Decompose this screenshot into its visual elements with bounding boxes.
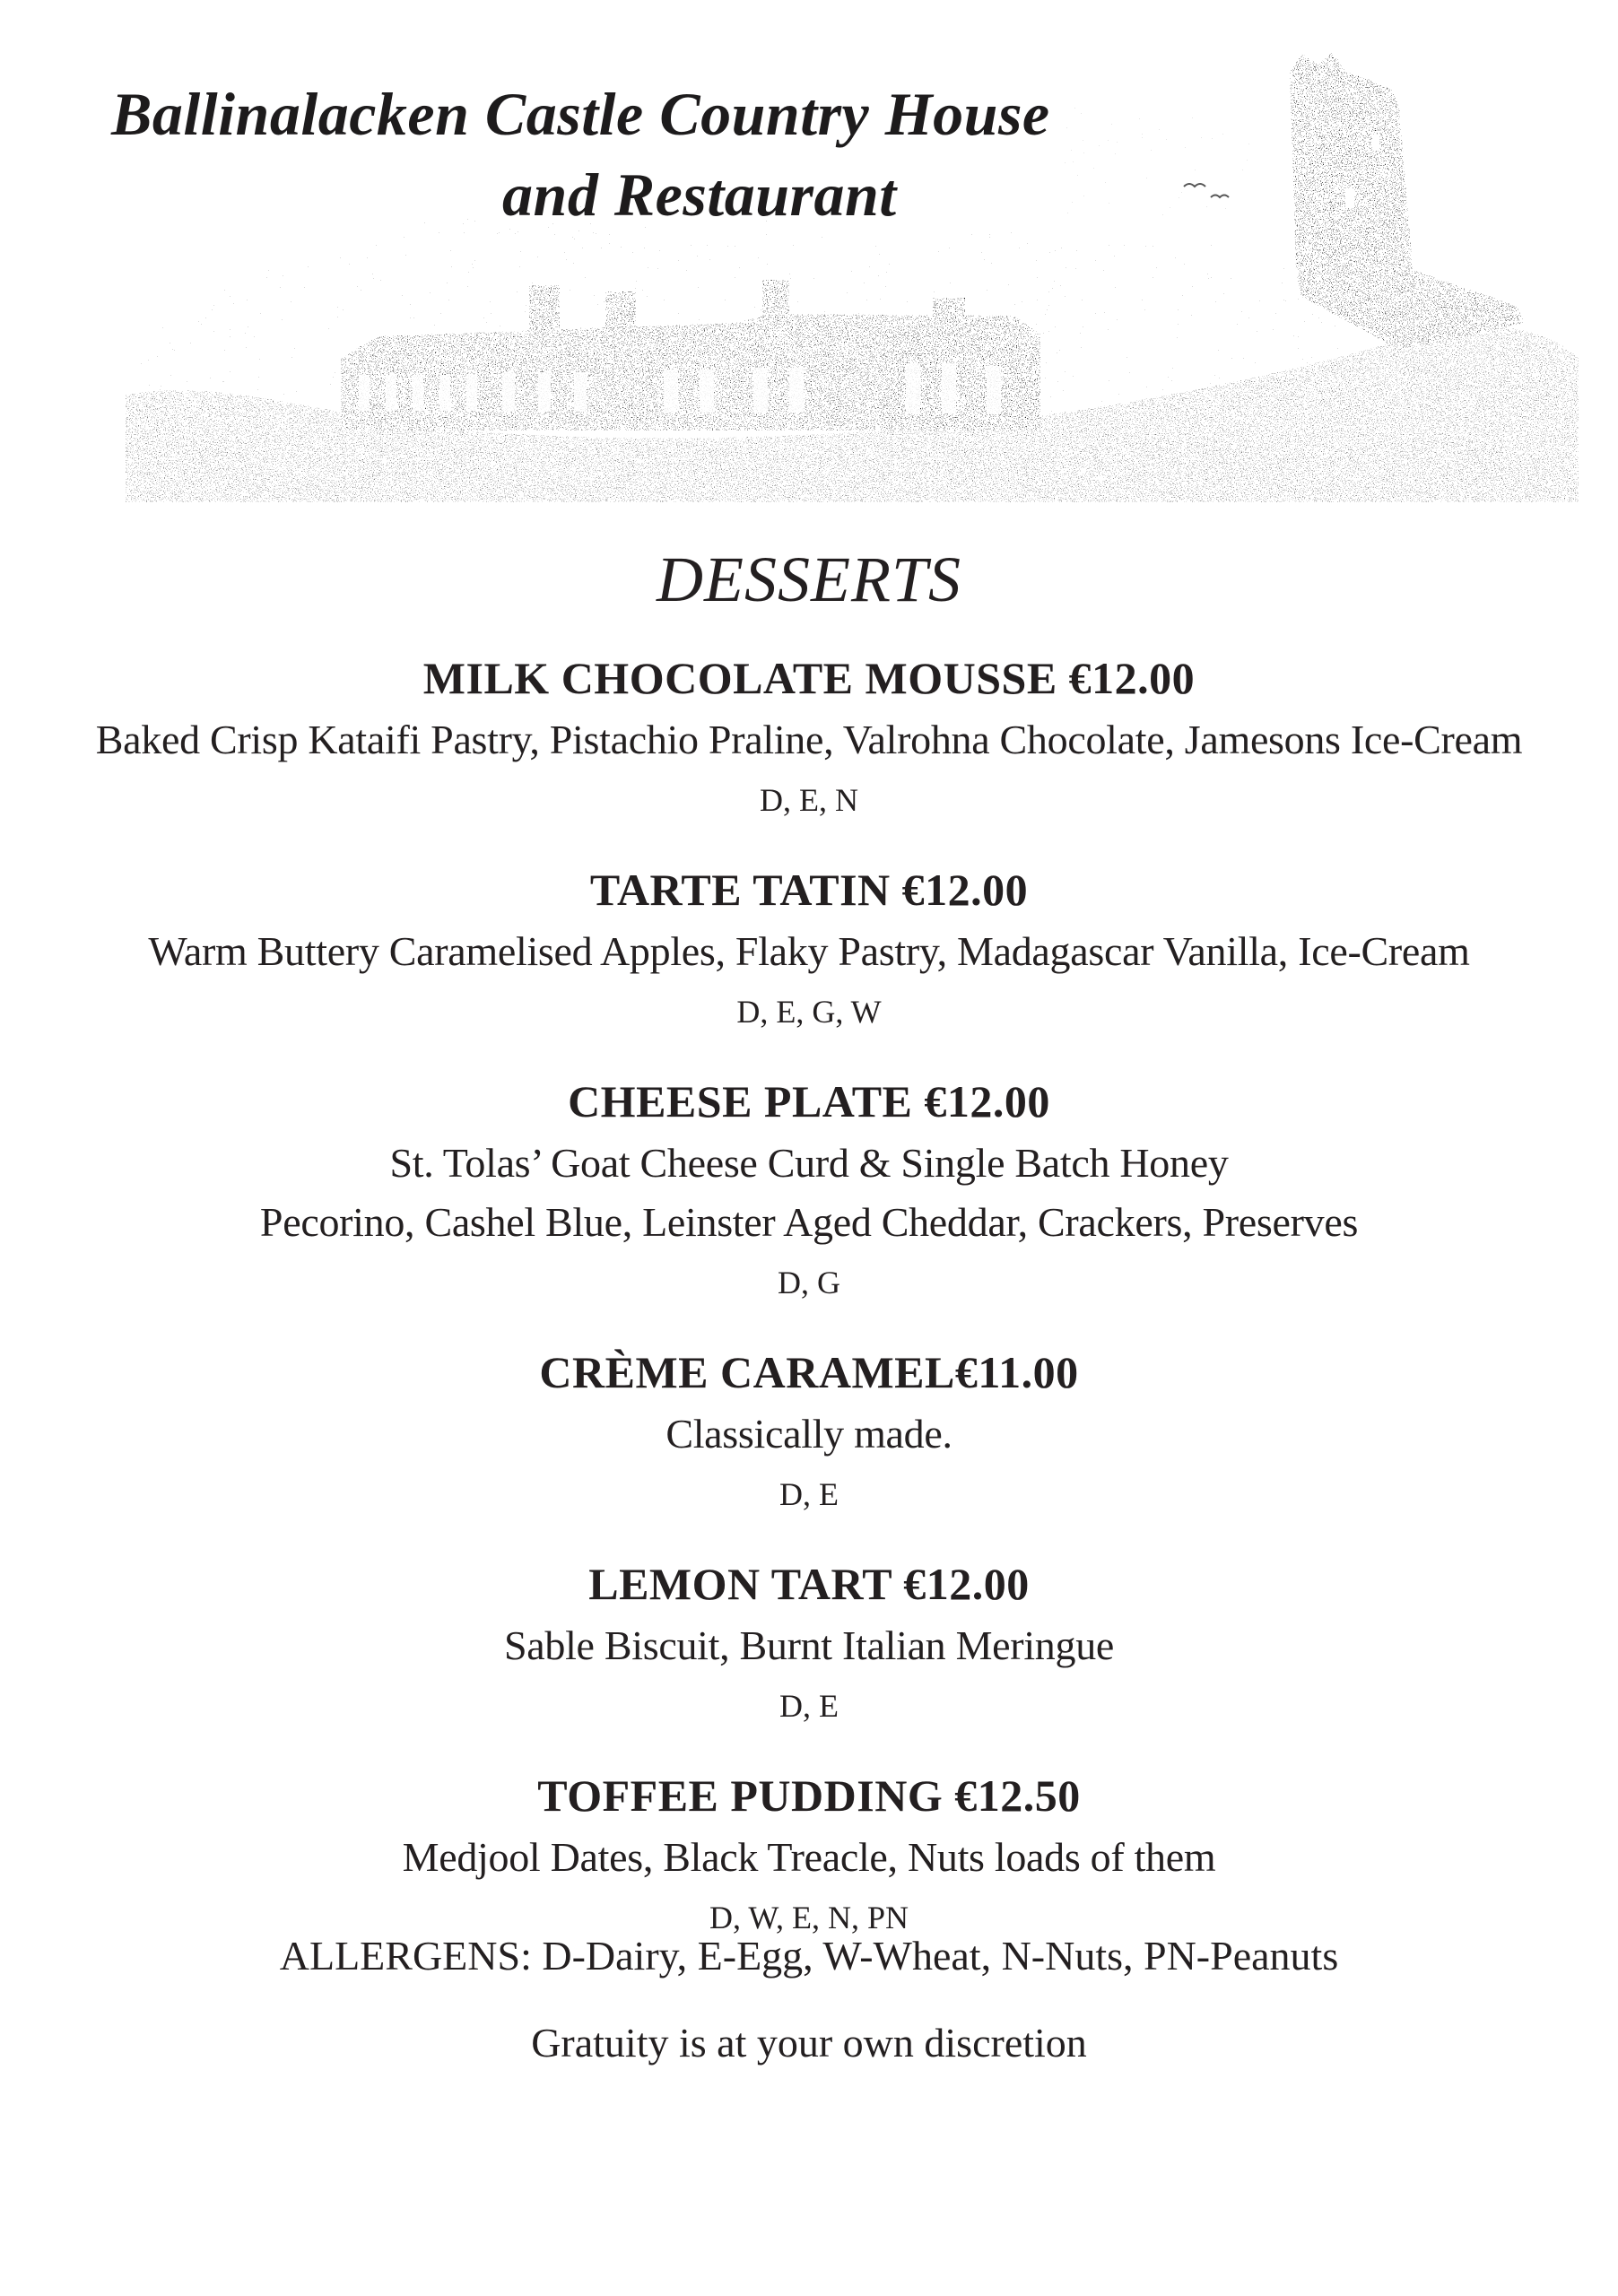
item-allergens: D, E, N [760,782,858,818]
item-description: St. Tolas’ Goat Cheese Curd & Single Batch Honey [389,1140,1229,1186]
restaurant-title-line-1: Ballinalacken Castle Country House [111,80,1050,148]
menu-item [0,1552,1618,1731]
item-allergens: D, W, E, N, PN [709,1900,909,1935]
item-name: LEMON TART €12.00 [588,1559,1030,1609]
item-name: TARTE TATIN €12.00 [589,865,1029,915]
item-name: TOFFEE PUDDING €12.50 [537,1770,1081,1821]
item-allergens: D, G [778,1265,840,1300]
allergen-key: ALLERGENS: D-Dairy, E-Egg, W-Wheat, N-Nuts, PN-Peanuts [279,1933,1339,1979]
section-title: DESSERTS [657,544,961,615]
item-description: Pecorino, Cashel Blue, Leinster Aged Cheddar, Crackers, Preserves [259,1199,1359,1245]
header [0,0,1618,538]
item-description: Warm Buttery Caramelised Apples, Flaky Pastry, Madagascar Vanilla, Ice-Cream [148,928,1470,974]
item-description: Sable Biscuit, Burnt Italian Meringue [503,1622,1115,1668]
item-description: Classically made. [665,1411,953,1457]
menu-item [0,646,1618,825]
item-name: CRÈME CARAMEL€11.00 [539,1347,1079,1397]
menu-item [0,1763,1618,1943]
item-name: MILK CHOCOLATE MOUSSE €12.00 [422,653,1196,703]
menu-item [0,1069,1618,1308]
restaurant-title-line-2: and Restaurant [502,161,897,229]
dessert-list [0,646,1618,1943]
item-allergens: D, E, G, W [736,994,882,1030]
gratuity-note: Gratuity is at your own discretion [531,2020,1087,2066]
item-allergens: D, E [779,1476,839,1512]
menu-item [0,1340,1618,1519]
item-name: CHEESE PLATE €12.00 [568,1076,1050,1126]
item-allergens: D, E [779,1688,839,1724]
item-description: Baked Crisp Kataifi Pastry, Pistachio Praline, Valrohna Chocolate, Jamesons Ice-Cream [95,717,1523,762]
menu-item [0,857,1618,1037]
item-description: Medjool Dates, Black Treacle, Nuts loads of them [402,1834,1216,1880]
